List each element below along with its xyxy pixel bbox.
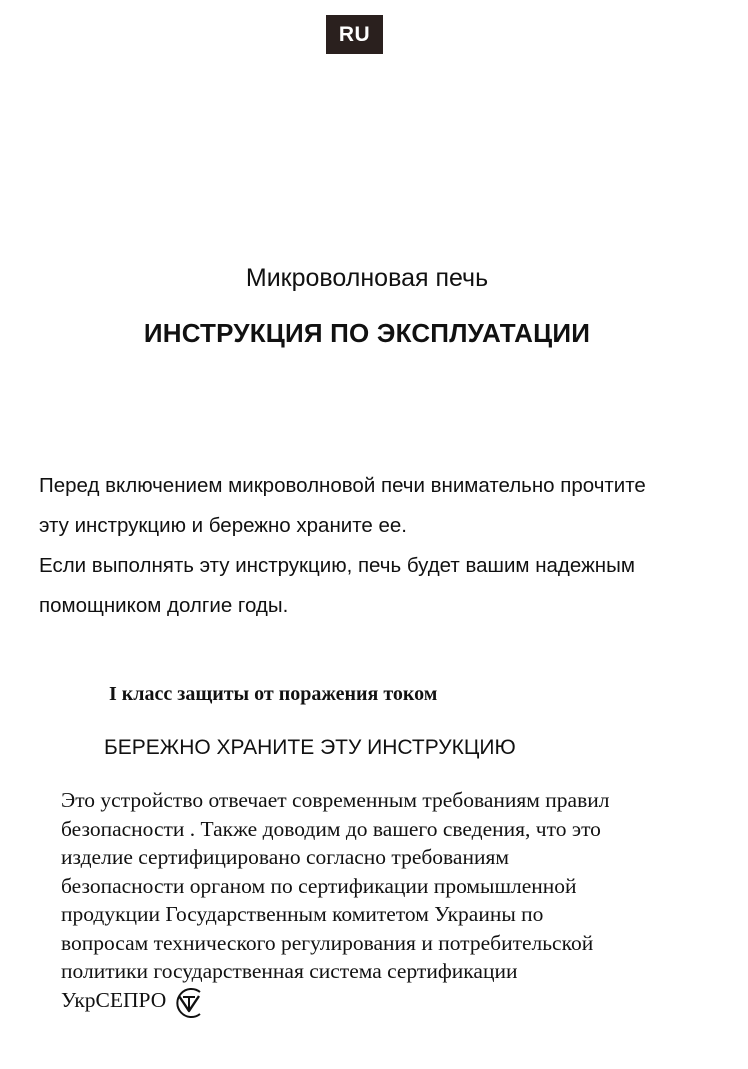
keep-instructions-notice: БЕРЕЖНО ХРАНИТЕ ЭТУ ИНСТРУКЦИЮ xyxy=(104,736,516,759)
product-subtitle: Микроволновая печь xyxy=(245,264,489,292)
ukrsepro-certification-mark-icon xyxy=(170,984,208,1022)
certification-line: безопасности органом по сертификации промышленной xyxy=(61,873,577,898)
certification-line: политики государственная система сертификации xyxy=(61,959,518,983)
intro-line: помощником долгие годы. xyxy=(39,594,289,617)
certification-line: изделие сертифицировано согласно требованиям xyxy=(61,845,509,869)
intro-paragraph xyxy=(39,466,739,626)
intro-line: Перед включением микроволновой печи внимательно прочтите xyxy=(39,474,646,497)
manual-title: ИНСТРУКЦИЯ ПО ЭКСПЛУАТАЦИИ xyxy=(143,318,591,348)
certification-line: безопасности . Также доводим до вашего сведения, что это xyxy=(61,816,601,841)
certification-paragraph xyxy=(61,786,741,1014)
certification-line: продукции Государственным комитетом Украины по xyxy=(61,902,544,926)
certification-line: УкрСЕПРО xyxy=(61,987,167,1012)
certification-last-line xyxy=(61,986,741,1015)
intro-line: эту инструкцию и бережно храните ее. xyxy=(39,514,407,537)
protection-class-heading: I класс защиты от поражения током xyxy=(109,683,438,705)
certification-line: вопросам технического регулирования и потребительской xyxy=(61,930,594,955)
intro-line: Если выполнять эту инструкцию, печь будет вашим надежным xyxy=(39,554,635,577)
language-badge xyxy=(326,15,383,54)
certification-line: Это устройство отвечает современным требованиям правил xyxy=(61,788,610,812)
language-badge-label: RU xyxy=(338,22,371,46)
